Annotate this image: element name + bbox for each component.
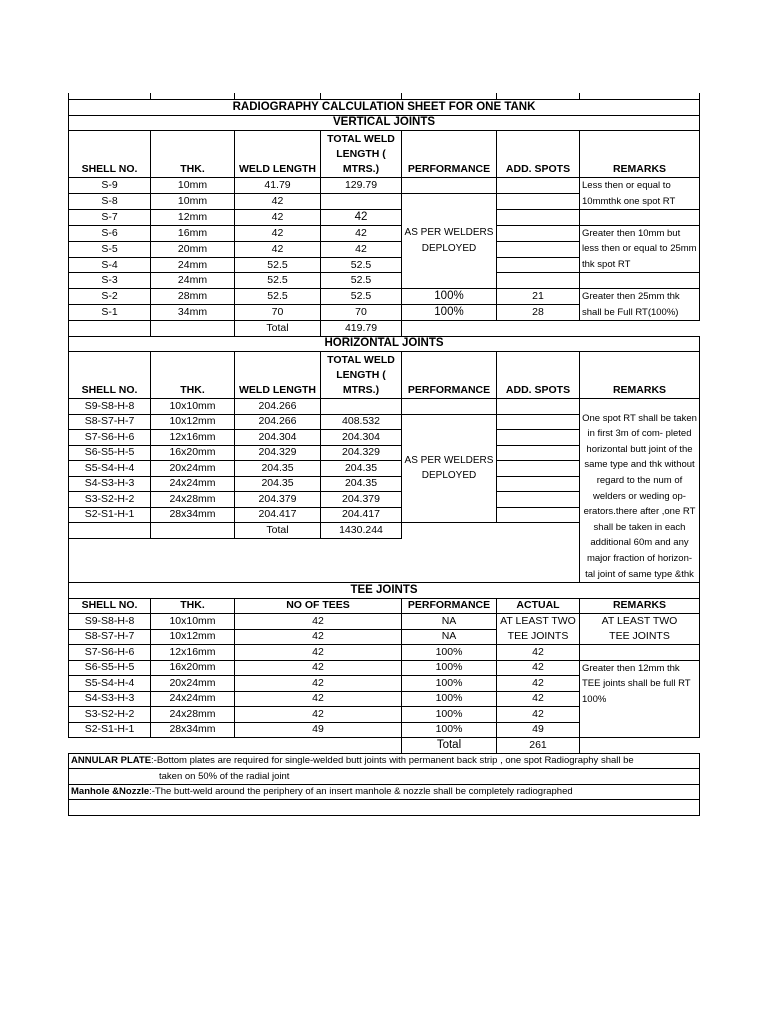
total-weld-length: 70 <box>321 305 402 321</box>
performance: 100% <box>402 645 497 661</box>
thickness: 28x34mm <box>151 722 235 738</box>
add-spots <box>497 476 580 492</box>
total-weld-length: 204.379 <box>321 492 402 508</box>
manhole-nozzle-text: :-The butt-weld around the periphery of an insert manhole & nozzle shall be completely radiographed <box>149 786 573 798</box>
performance: 100% <box>402 305 497 321</box>
add-spots <box>497 193 580 210</box>
table-row <box>69 210 700 226</box>
performance: 100% <box>402 288 497 304</box>
weld-length: 204.266 <box>235 399 321 415</box>
header-weld-length: WELD LENGTH <box>235 352 321 399</box>
actual: TEE JOINTS <box>497 629 580 645</box>
weld-length: 52.5 <box>235 273 321 289</box>
total-weld-length: 204.35 <box>321 476 402 492</box>
add-spots: 21 <box>497 288 580 304</box>
remark-tee-3: Greater then 12mm thk TEE joints shall be full RT 100% <box>580 660 700 738</box>
performance: 100% <box>402 691 497 707</box>
thickness: 20mm <box>151 241 235 257</box>
actual: 42 <box>497 707 580 723</box>
add-spots: 28 <box>497 305 580 321</box>
header-shell-no: SHELL NO. <box>69 598 151 614</box>
header-shell-no: SHELL NO. <box>69 131 151 178</box>
add-spots <box>497 445 580 461</box>
remark-cell <box>580 210 700 226</box>
total-weld-length: 204.329 <box>321 445 402 461</box>
total-weld-length: 42 <box>321 225 402 241</box>
total-weld-length: 204.304 <box>321 430 402 446</box>
thickness: 28x34mm <box>151 507 235 523</box>
header-performance: PERFORMANCE <box>402 352 497 399</box>
remark-horizontal: One spot RT shall be taken in first 3m of com- pleted horizontal butt joint of the same type and thk without regard to the num of welders or weding op- erators.there after ,one RT shall be taken in each additional 60m and any major fraction of horizon- tal joint of same type &thk <box>580 399 700 583</box>
shell-no: S-8 <box>69 193 151 210</box>
table-row <box>69 629 700 645</box>
total-weld-length: 42 <box>321 210 402 226</box>
remark-vertical-3: Greater then 25mm thk shall be Full RT(100%) <box>580 288 700 320</box>
weld-length: 42 <box>235 241 321 257</box>
shell-no: S6-S5-H-5 <box>69 660 151 676</box>
add-spots <box>497 210 580 226</box>
thickness: 10x10mm <box>151 614 235 630</box>
shell-no: S-6 <box>69 225 151 241</box>
actual: AT LEAST TWO <box>497 614 580 630</box>
weld-length: 52.5 <box>235 288 321 304</box>
performance: 100% <box>402 722 497 738</box>
remark-vertical-1: Less then or equal to 10mmthk one spot RT <box>580 178 700 210</box>
manhole-nozzle-note <box>69 784 700 800</box>
performance-as-per-welders: AS PER WELDERS DEPLOYED <box>402 414 497 523</box>
performance: 100% <box>402 707 497 723</box>
remark-vertical-2: Greater then 10mm but less then or equal to 25mm thk spot RT <box>580 225 700 273</box>
performance-as-per-welders: AS PER WELDERS DEPLOYED <box>402 193 497 288</box>
vertical-joints-title: VERTICAL JOINTS <box>69 115 700 131</box>
thickness: 10x10mm <box>151 399 235 415</box>
shell-no: S3-S2-H-2 <box>69 492 151 508</box>
weld-length: 42 <box>235 193 321 210</box>
add-spots <box>497 178 580 194</box>
total-weld-length: 52.5 <box>321 257 402 273</box>
actual: 42 <box>497 691 580 707</box>
header-weld-length: WELD LENGTH <box>235 131 321 178</box>
shell-no: S-2 <box>69 288 151 304</box>
thickness: 20x24mm <box>151 676 235 692</box>
no-of-tees: 42 <box>235 629 402 645</box>
weld-length: 42 <box>235 225 321 241</box>
header-thk: THK. <box>151 598 235 614</box>
no-of-tees: 42 <box>235 645 402 661</box>
thickness: 24x28mm <box>151 492 235 508</box>
header-remarks: REMARKS <box>580 598 700 614</box>
thickness: 12x16mm <box>151 645 235 661</box>
shell-no: S-1 <box>69 305 151 321</box>
no-of-tees: 42 <box>235 707 402 723</box>
remark-tee-2: TEE JOINTS <box>580 629 700 645</box>
sheet-title: RADIOGRAPHY CALCULATION SHEET FOR ONE TANK <box>69 100 700 116</box>
header-no-of-tees: NO OF TEES <box>235 598 402 614</box>
thickness: 16mm <box>151 225 235 241</box>
table-row <box>69 288 700 304</box>
total-label: Total <box>402 738 497 754</box>
header-total-weld-length: TOTAL WELD LENGTH ( MTRS.) <box>321 352 402 399</box>
add-spots <box>497 257 580 273</box>
add-spots <box>497 507 580 523</box>
add-spots <box>497 430 580 446</box>
header-add-spots: ADD. SPOTS <box>497 352 580 399</box>
total-weld-length <box>321 193 402 210</box>
annular-plate-text: :-Bottom plates are required for single-welded butt joints with permanent back strip , one spot Radiography shall be <box>151 755 634 767</box>
shell-no: S2-S1-H-1 <box>69 507 151 523</box>
shell-no: S4-S3-H-3 <box>69 476 151 492</box>
header-remarks: REMARKS <box>580 352 700 399</box>
total-label: Total <box>235 321 321 337</box>
header-thk: THK. <box>151 352 235 399</box>
no-of-tees: 42 <box>235 676 402 692</box>
manhole-nozzle-label: Manhole &Nozzle <box>71 786 150 798</box>
total-value: 419.79 <box>321 321 402 337</box>
actual: 49 <box>497 722 580 738</box>
add-spots <box>497 225 580 241</box>
shell-no: S5-S4-H-4 <box>69 676 151 692</box>
weld-length: 204.417 <box>235 507 321 523</box>
table-row <box>69 273 700 289</box>
radiography-sheet <box>68 93 700 816</box>
add-spots <box>497 273 580 289</box>
thickness: 12mm <box>151 210 235 226</box>
thickness: 10mm <box>151 178 235 194</box>
thickness: 24x24mm <box>151 476 235 492</box>
no-of-tees: 42 <box>235 691 402 707</box>
annular-plate-note <box>69 753 700 769</box>
remark-cell <box>580 645 700 661</box>
thickness: 24x24mm <box>151 691 235 707</box>
total-row <box>69 321 700 337</box>
thickness: 28mm <box>151 288 235 304</box>
shell-no: S-3 <box>69 273 151 289</box>
actual: 42 <box>497 676 580 692</box>
add-spots <box>497 241 580 257</box>
remark-tee-1: AT LEAST TWO <box>580 614 700 630</box>
no-of-tees: 42 <box>235 660 402 676</box>
annular-plate-note-2: taken on 50% of the radial joint <box>69 769 700 785</box>
actual: 42 <box>497 645 580 661</box>
total-value: 261 <box>497 738 580 754</box>
shell-no: S6-S5-H-5 <box>69 445 151 461</box>
thickness: 24mm <box>151 257 235 273</box>
performance <box>402 399 497 415</box>
weld-length: 204.329 <box>235 445 321 461</box>
total-weld-length: 129.79 <box>321 178 402 194</box>
total-weld-length <box>321 399 402 415</box>
horizontal-joints-title: HORIZONTAL JOINTS <box>69 336 700 352</box>
performance <box>402 178 497 194</box>
shell-no: S8-S7-H-7 <box>69 629 151 645</box>
add-spots <box>497 461 580 477</box>
no-of-tees: 42 <box>235 614 402 630</box>
shell-no: S5-S4-H-4 <box>69 461 151 477</box>
thickness: 16x20mm <box>151 445 235 461</box>
performance: NA <box>402 629 497 645</box>
thickness: 10x12mm <box>151 629 235 645</box>
header-performance: PERFORMANCE <box>402 131 497 178</box>
weld-length: 204.35 <box>235 461 321 477</box>
weld-length: 52.5 <box>235 257 321 273</box>
weld-length: 70 <box>235 305 321 321</box>
shell-no: S2-S1-H-1 <box>69 722 151 738</box>
thickness: 10mm <box>151 193 235 210</box>
no-of-tees: 49 <box>235 722 402 738</box>
thickness: 16x20mm <box>151 660 235 676</box>
shell-no: S3-S2-H-2 <box>69 707 151 723</box>
total-weld-length: 52.5 <box>321 273 402 289</box>
actual: 42 <box>497 660 580 676</box>
header-performance: PERFORMANCE <box>402 598 497 614</box>
header-shell-no: SHELL NO. <box>69 352 151 399</box>
header-thk: THK. <box>151 131 235 178</box>
header-remarks: REMARKS <box>580 131 700 178</box>
table-row <box>69 399 700 415</box>
performance: 100% <box>402 676 497 692</box>
header-total-weld-length: TOTAL WELD LENGTH ( MTRS.) <box>321 131 402 178</box>
thickness: 20x24mm <box>151 461 235 477</box>
thickness: 12x16mm <box>151 430 235 446</box>
total-weld-length: 42 <box>321 241 402 257</box>
performance: NA <box>402 614 497 630</box>
add-spots <box>497 399 580 415</box>
total-weld-length: 204.417 <box>321 507 402 523</box>
table-row <box>69 645 700 661</box>
empty-row <box>69 800 700 816</box>
total-value: 1430.244 <box>321 523 402 539</box>
annular-plate-label: ANNULAR PLATE <box>71 755 152 767</box>
weld-length: 42 <box>235 210 321 226</box>
shell-no: S-5 <box>69 241 151 257</box>
shell-no: S9-S8-H-8 <box>69 614 151 630</box>
weld-length: 41.79 <box>235 178 321 194</box>
shell-no: S-4 <box>69 257 151 273</box>
total-weld-length: 52.5 <box>321 288 402 304</box>
weld-length: 204.304 <box>235 430 321 446</box>
shell-no: S8-S7-H-7 <box>69 414 151 430</box>
table-row <box>69 225 700 241</box>
weld-length: 204.35 <box>235 476 321 492</box>
thickness: 34mm <box>151 305 235 321</box>
performance: 100% <box>402 660 497 676</box>
table-row <box>69 660 700 676</box>
shell-no: S-9 <box>69 178 151 194</box>
thickness: 24mm <box>151 273 235 289</box>
header-add-spots: ADD. SPOTS <box>497 131 580 178</box>
shell-no: S7-S6-H-6 <box>69 430 151 446</box>
thickness: 24x28mm <box>151 707 235 723</box>
remark-cell <box>580 273 700 289</box>
shell-no: S4-S3-H-3 <box>69 691 151 707</box>
total-label: Total <box>235 523 321 539</box>
tee-joints-title: TEE JOINTS <box>69 583 700 599</box>
total-row <box>69 738 700 754</box>
add-spots <box>497 492 580 508</box>
add-spots <box>497 414 580 430</box>
shell-no: S7-S6-H-6 <box>69 645 151 661</box>
weld-length: 204.266 <box>235 414 321 430</box>
shell-no: S-7 <box>69 210 151 226</box>
total-weld-length: 408.532 <box>321 414 402 430</box>
header-actual: ACTUAL <box>497 598 580 614</box>
table-row <box>69 178 700 194</box>
weld-length: 204.379 <box>235 492 321 508</box>
total-weld-length: 204.35 <box>321 461 402 477</box>
thickness: 10x12mm <box>151 414 235 430</box>
table-row <box>69 614 700 630</box>
shell-no: S9-S8-H-8 <box>69 399 151 415</box>
